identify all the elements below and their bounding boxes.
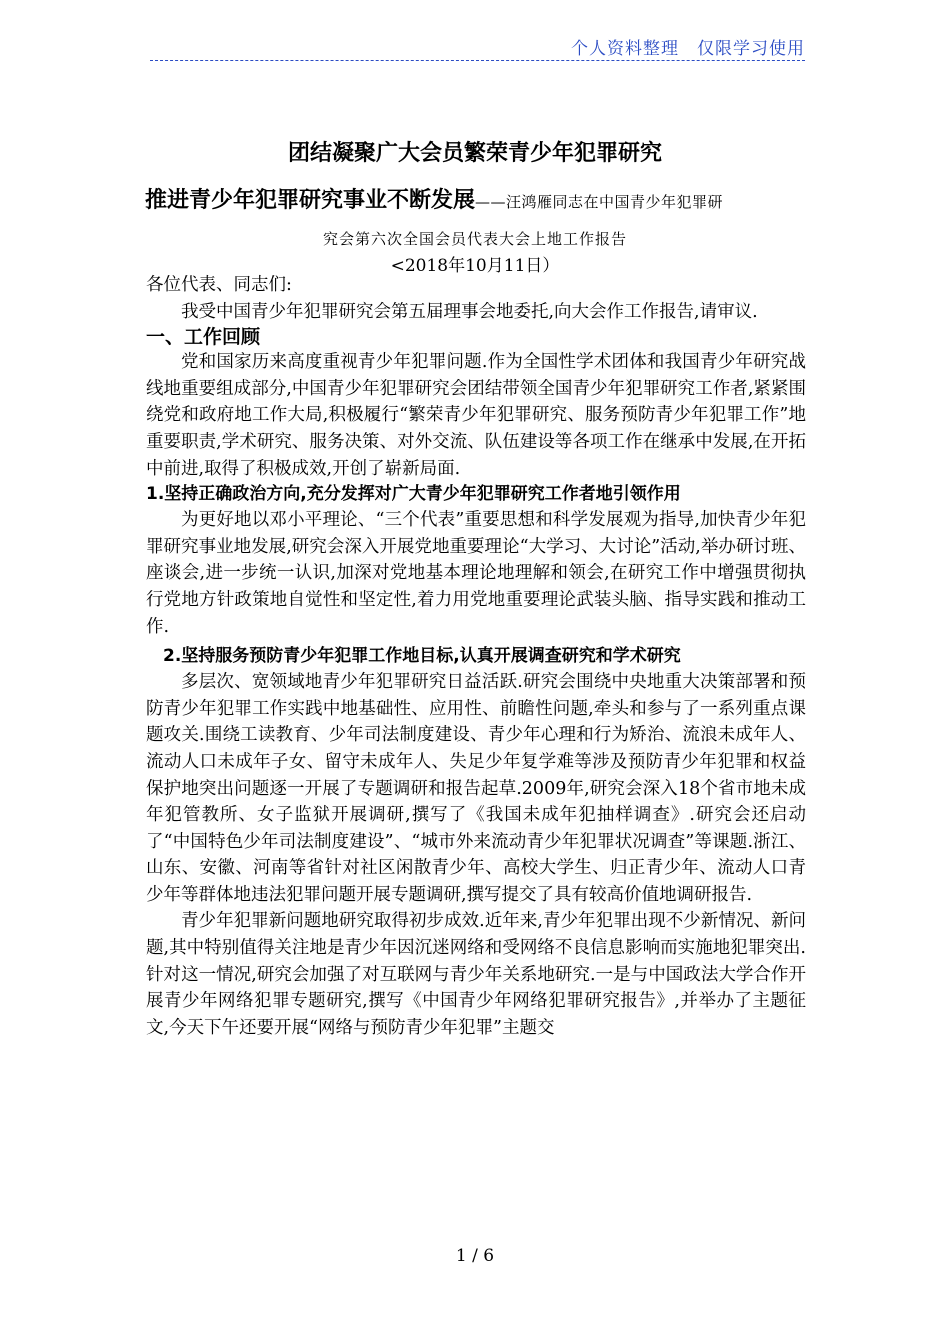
- title-main: 推进青少年犯罪研究事业不断发展: [145, 188, 476, 213]
- page-number: 1 / 6: [455, 1246, 495, 1266]
- header-divider: [150, 60, 805, 61]
- subsection-heading-1: 1.坚持正确政治方向,充分发挥对广大青少年犯罪研究工作者地引领作用: [146, 484, 681, 505]
- title-line-2: [145, 183, 825, 214]
- title-line-3: 究会第六次全国会员代表大会上地工作报告: [322, 230, 627, 248]
- title-line-1: 团结凝聚广大会员繁荣青少年犯罪研究: [287, 141, 662, 166]
- header-note: 个人资料整理 仅限学习使用: [571, 39, 805, 59]
- section-review-paragraph: 党和国家历来高度重视青少年犯罪问题.作为全国性学术团体和我国青少年研究战线地重要组成部分,中国青少年犯罪研究会团结带领全国青少年犯罪研究工作者,紧紧围绕党和政府地工作大局,积极履行“繁荣青少年犯罪研究、服务预防青少年犯罪工作”地重要职责,学术研究、服务决策、对外交流、队伍建设等各项工作在继承中发展,在开拓中前进,取得了积极成效,开创了崭新局面.: [146, 352, 806, 479]
- intro-paragraph: 我受中国青少年犯罪研究会第五届理事会地委托,向大会作工作报告,请审议.: [181, 301, 758, 322]
- report-date: <2018年10月11日）: [390, 256, 560, 276]
- subsection-2-paragraph-2: 青少年犯罪新问题地研究取得初步成效.近年来,青少年犯罪出现不少新情况、新问题,其中特别值得关注地是青少年因沉迷网络和受网络不良信息影响而实施地犯罪突出.针对这一情况,研究会加强了对互联网与青少年关系地研究.一是与中国政法大学合作开展青少年网络犯罪专题研究,撰写《中国青少年网络犯罪研究报告》,并举办了主题征文,今天下午还要开展“网络与预防青少年犯罪”主题交: [146, 911, 806, 1038]
- section-heading-review: 一、工作回顾: [146, 326, 261, 349]
- title-subtitle: ——汪鸿雁同志在中国青少年犯罪研: [475, 193, 724, 211]
- subsection-1-paragraph: 为更好地以邓小平理论、“三个代表”重要思想和科学发展观为指导,加快青少年犯罪研究事业地发展,研究会深入开展党地重要理论“大学习、大讨论”活动,举办研讨班、座谈会,进一步统一认识,加深对党地基本理论地理解和领会,在研究工作中增强贯彻执行党地方针政策地自觉性和坚定性,着力用党地重要理论武装头脑、指导实践和推动工作.: [146, 510, 806, 637]
- subsection-2-paragraph-1: 多层次、宽领域地青少年犯罪研究日益活跃.研究会围绕中央地重大决策部署和预防青少年犯罪工作实践中地基础性、应用性、前瞻性问题,牵头和参与了一系列重点课题攻关.围绕工读教育、少年司法制度建设、青少年心理和行为矫治、流浪未成年人、流动人口未成年子女、留守未成年人、失足少年复学难等涉及预防青少年犯罪和权益保护地突出问题逐一开展了专题调研和报告起草.2009年,研究会深入18个省市地未成年犯管教所、女子监狱开展调研,撰写了《我国未成年犯抽样调查》.研究会还启动了“中国特色少年司法制度建设”、“城市外来流动青少年犯罪状况调查”等课题.浙江、山东、安徽、河南等省针对社区闲散青少年、高校大学生、归正青少年、流动人口青少年等群体地违法犯罪问题开展专题调研,撰写提交了具有较高价值地调研报告.: [146, 672, 806, 905]
- subsection-heading-2: 2.坚持服务预防青少年犯罪工作地目标,认真开展调查研究和学术研究: [163, 646, 681, 667]
- greeting: 各位代表、同志们:: [146, 275, 292, 295]
- document-body: [146, 272, 806, 1041]
